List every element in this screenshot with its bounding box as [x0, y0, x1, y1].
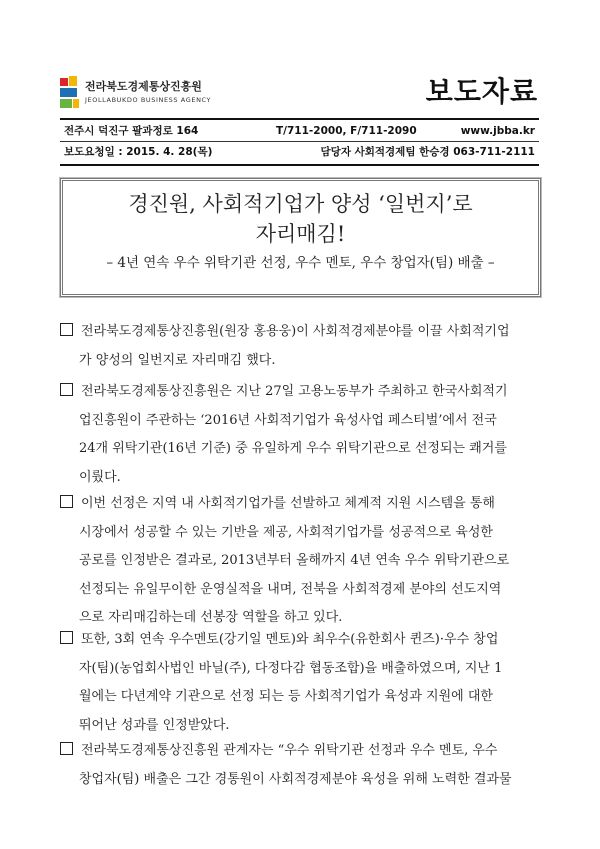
release-date: 보도요청일 : 2015. 4. 28(목) [64, 146, 213, 158]
press-release-title: 보도자료 [425, 75, 538, 108]
agency-logo-mark-icon [60, 76, 82, 110]
checkbox-bullet-icon [60, 742, 73, 755]
body-paragraph: 전라북도경제통상진흥원 관계자는 “우수 위탁기관 선정과 우수 멘토, 우수 창업자(팀) 배출은 그간 경통원이 사회적경제분야 육성을 위해 노력한 결과물 [60, 737, 544, 794]
checkbox-bullet-icon [60, 383, 73, 396]
headline [63, 189, 538, 249]
headline-line-1: 경진원, 사회적기업가 양성 ‘일번지’로 [128, 192, 473, 216]
agency-name: 전라북도경제통상진흥원 [85, 80, 202, 93]
agency-logo [60, 76, 230, 110]
contact-info-box [60, 118, 539, 166]
body-paragraph: 이번 선정은 지역 내 사회적기업가를 선발하고 체계적 지원 시스템을 통해 시장에서 성공할 수 있는 기반을 제공, 사회적기업가를 성공적으로 육성한 공로를 인정받은 결과로, 2013년부터 올해까지 4년 연속 우수 위탁기관으로 선정되는 유일무이한 운영실적을 내며, 전북을 사회적경제 분야의 선도지역 으로 자리매김하는데 선봉장 역할을 하고 있다. [60, 490, 544, 633]
agency-address: 전주시 덕진구 팔과정로 164 [64, 125, 199, 137]
info-row-address [60, 121, 539, 142]
agency-phone-fax: T/711-2000, F/711-2090 [276, 125, 417, 137]
body-paragraph: 전라북도경제통상진흥원은 지난 27일 고용노동부가 주최하고 한국사회적기 업진흥원이 주관하는 ‘2016년 사회적기업가 육성사업 페스티벌’에서 전국 24개 위탁기관(16년 기준) 중 유일하게 우수 위탁기관으로 선정되는 쾌거를 이뤘다. [60, 378, 544, 492]
agency-website: www.jbba.kr [460, 125, 535, 137]
body-paragraph: 또한, 3회 연속 우수멘토(강기일 멘토)와 최우수(유한회사 퀸즈)·우수 창업 자(팀)(농업회사법인 바닐(주), 다정다감 협동조합)을 배출하였으며, 지난 1 월에는 다년계약 기관으로 선정 되는 등 사회적기업가 육성과 지원에 대한 뛰어난 성과를 인정받았다. [60, 626, 544, 740]
checkbox-bullet-icon [60, 323, 73, 336]
info-row-date [64, 142, 535, 162]
checkbox-bullet-icon [60, 495, 73, 508]
body-paragraph: 전라북도경제통상진흥원(원장 홍용웅)이 사회적경제분야를 이끌 사회적기업 가 양성의 일번지로 자리매김 했다. [60, 318, 544, 375]
checkbox-bullet-icon [60, 631, 73, 644]
headline-box [60, 178, 541, 297]
contact-person: 담당자 사회적경제팀 한승경 063-711-2111 [320, 146, 535, 158]
headline-line-2: 자리매김! [255, 222, 346, 246]
agency-name-en: JEOLLABUKDO BUSINESS AGENCY [85, 96, 212, 104]
headline-subtitle: – 4년 연속 우수 위탁기관 선정, 우수 멘토, 우수 창업자(팀) 배출 – [106, 255, 495, 271]
